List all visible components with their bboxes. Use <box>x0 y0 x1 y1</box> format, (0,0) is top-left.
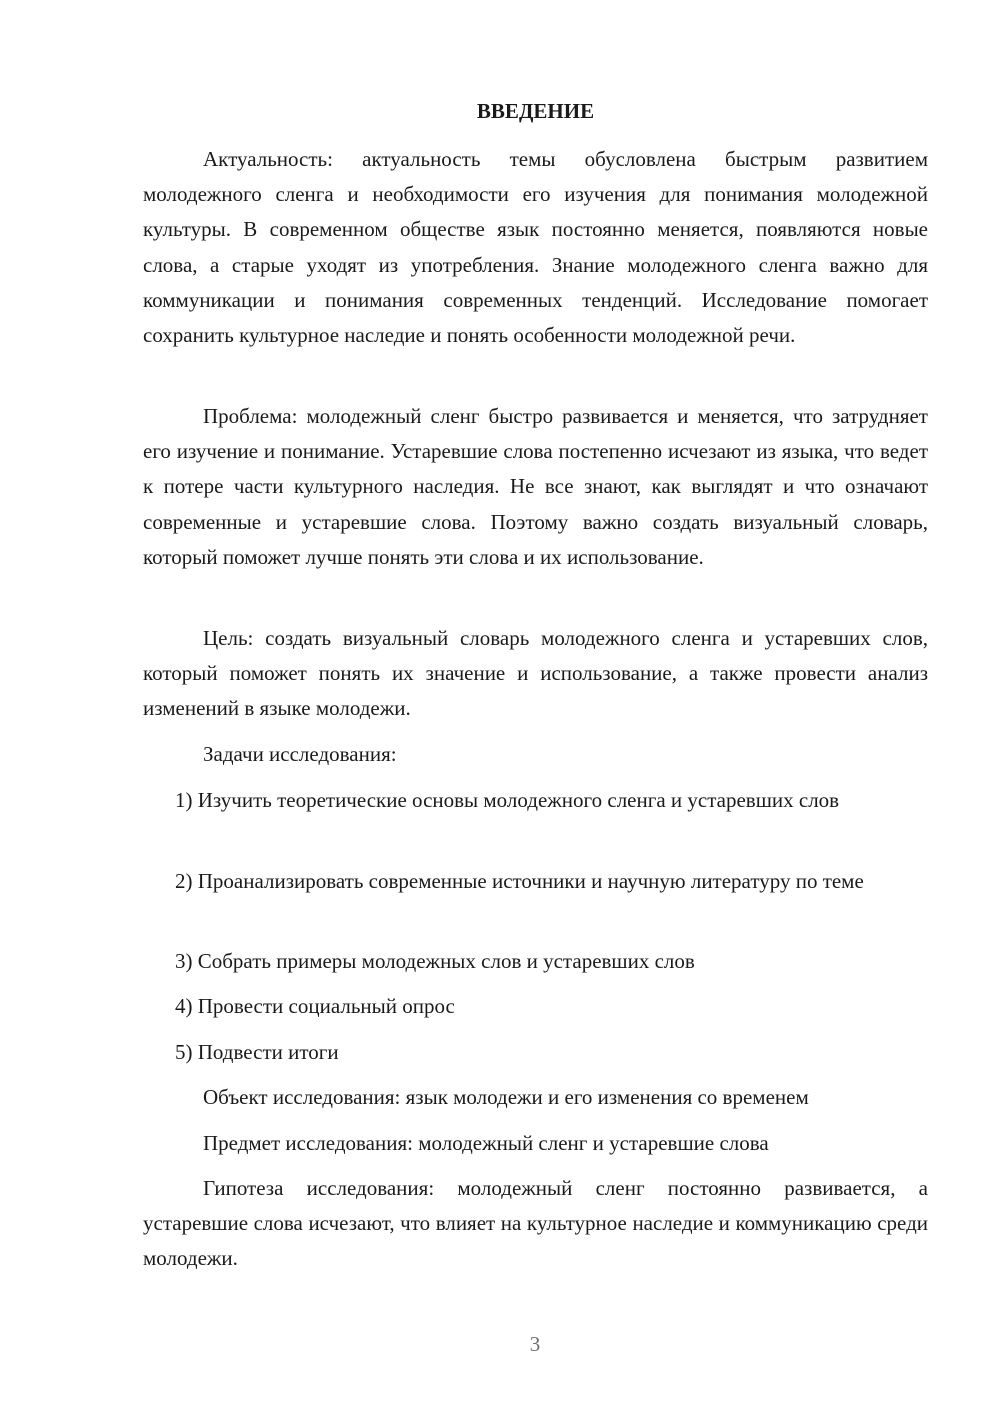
task-item-2: 2) Проанализировать современные источники и научную литературу по теме <box>175 869 864 893</box>
page-number: 3 <box>529 1332 541 1356</box>
page-title: ВВЕДЕНИЕ <box>476 99 595 123</box>
task-item-1: 1) Изучить теоретические основы молодежного сленга и устаревших слов <box>175 788 840 812</box>
task-item-4: 4) Провести социальный опрос <box>175 994 455 1018</box>
task-item-3: 3) Собрать примеры молодежных слов и устаревших слов <box>175 949 695 973</box>
goal-paragraph: Цель: создать визуальный словарь молодежного сленга и устаревших слов, который поможет понять их значение и использование, а также провести анализ изменений в языке молодежи. <box>143 626 928 721</box>
research-object: Объект исследования: язык молодежи и его изменения со временем <box>203 1085 809 1109</box>
relevance-paragraph: Актуальность: актуальность темы обусловлена быстрым развитием молодежного сленга и необходимости его изучения для понимания молодежной культуры. В современном обществе язык постоянно меняется, появляются новые слова, а старые уходят из употребления. Знание молодежного сленга важно для коммуникации и понимания современных тенденций. Исследование помогает сохранить культурное наследие и понять особенности молодежной речи. <box>143 147 928 348</box>
tasks-heading: Задачи исследования: <box>203 742 397 766</box>
research-subject: Предмет исследования: молодежный сленг и устаревшие слова <box>203 1131 769 1155</box>
task-item-5: 5) Подвести итоги <box>175 1040 339 1064</box>
research-hypothesis: Гипотеза исследования: молодежный сленг постоянно развивается, а устаревшие слова исчезают, что влияет на культурное наследие и коммуникацию среди молодежи. <box>143 1176 928 1271</box>
problem-paragraph: Проблема: молодежный сленг быстро развивается и меняется, что затрудняет его изучение и понимание. Устаревшие слова постепенно исчезают из языка, что ведет к потере части культурного наследия. Не все знают, как выглядят и что означают современные и устаревшие слова. Поэтому важно создать визуальный словарь, который поможет лучше понять эти слова и их использование. <box>143 404 928 569</box>
